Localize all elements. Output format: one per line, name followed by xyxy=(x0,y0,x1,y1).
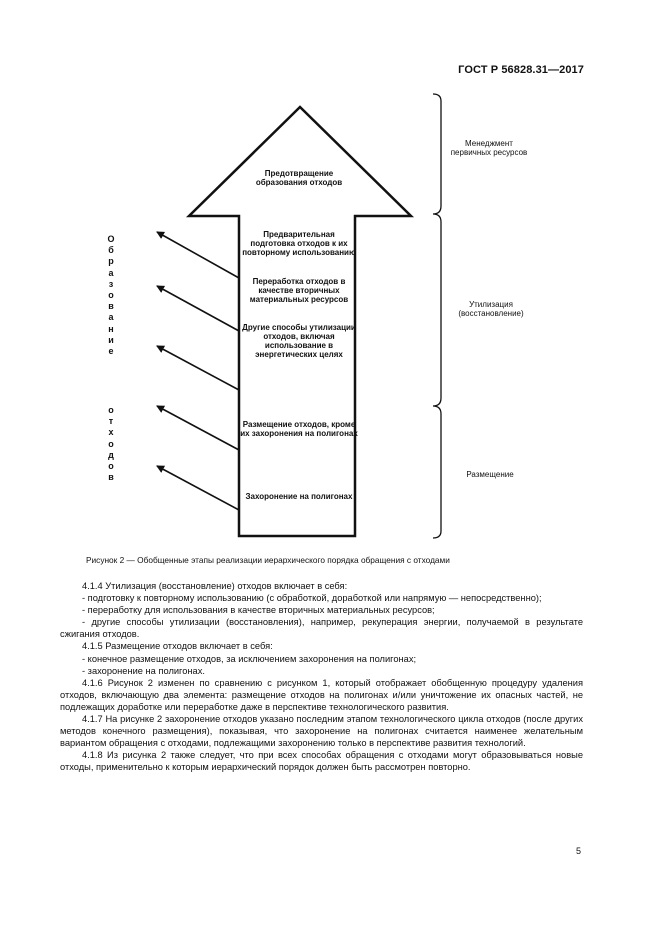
page-number: 5 xyxy=(576,846,582,856)
vertical-word-generation: О б р а з о в а н и е xyxy=(107,234,115,357)
label-placement: Размещение xyxy=(466,470,514,479)
paragraph: - переработку для использования в качестве вторичных материальных ресурсов; xyxy=(82,605,435,616)
label-recovery: Утилизация (восстановление) xyxy=(458,300,524,318)
paragraph: 4.1.4 Утилизация (восстановление) отходов включает в себя: xyxy=(82,581,348,591)
stage-other-recovery: Другие способы утилизации отходов, включая использование в энергетических целях xyxy=(242,323,356,359)
stage-placement: Размещение отходов, кроме их захоронения на полигонах xyxy=(240,420,358,438)
side-bracket xyxy=(433,94,441,538)
stage-reuse-preparation: Предварительная подготовка отходов к их повторному использованию xyxy=(242,230,356,257)
paragraph: 4.1.5 Размещение отходов включает в себя: xyxy=(82,641,273,652)
waste-arrow xyxy=(157,286,239,331)
waste-arrow xyxy=(157,406,239,450)
stage-prevention: Предотвращение образования отходов xyxy=(255,169,343,187)
label-resource-management: Менеджмент первичных ресурсов xyxy=(450,139,528,157)
paragraph: 4.1.8 Из рисунка 2 также следует, что при всех способах обращения с отходами могут образовываться новые отходы, применительно к которым иерархический порядок должен быть рассмотрен повторно. xyxy=(60,750,583,773)
stage-recycling: Переработка отходов в качестве вторичных материальных ресурсов xyxy=(249,277,349,304)
paragraph: 4.1.7 На рисунке 2 захоронение отходов указано последним этапом технологического цикла отходов (после других методов конечного размещения), показывая, что захоронение на полигонах считается наименее желательным вариантом обращения с отходами, подлежащими захоронению только в перспективе развития технологий. xyxy=(60,714,583,749)
waste-arrow xyxy=(157,346,239,390)
paragraph: - подготовку к повторному использованию (с обработкой, доработкой или напрямую — непосредственно); xyxy=(82,593,542,604)
waste-arrow xyxy=(157,232,239,278)
vertical-word-waste: о т х о д о в xyxy=(108,405,114,483)
waste-arrow xyxy=(157,466,239,510)
standard-code: ГОСТ Р 56828.31—2017 xyxy=(458,64,584,76)
paragraph: - захоронение на полигонах. xyxy=(82,665,205,676)
body-text xyxy=(60,580,583,774)
paragraph: 4.1.6 Рисунок 2 изменен по сравнению с рисунком 1, который отображает обобщенную процедуру удаления отходов, включающую два элемента: размещение отходов на полигонах и/или уничтожение их опасных частей, не подлежащих доработке или переработке даже в перспективе технологического развития. xyxy=(60,677,583,712)
figure-caption: Рисунок 2 — Обобщенные этапы реализации иерархического порядка обращения с отходами xyxy=(86,555,450,565)
paragraph: - другие способы утилизации (восстановления), например, рекуперация энергии, получаемой в результате сжигания отходов. xyxy=(60,617,583,640)
paragraph: - конечное размещение отходов, за исключением захоронения на полигонах; xyxy=(82,653,417,664)
stage-landfill: Захоронение на полигонах xyxy=(245,492,353,501)
